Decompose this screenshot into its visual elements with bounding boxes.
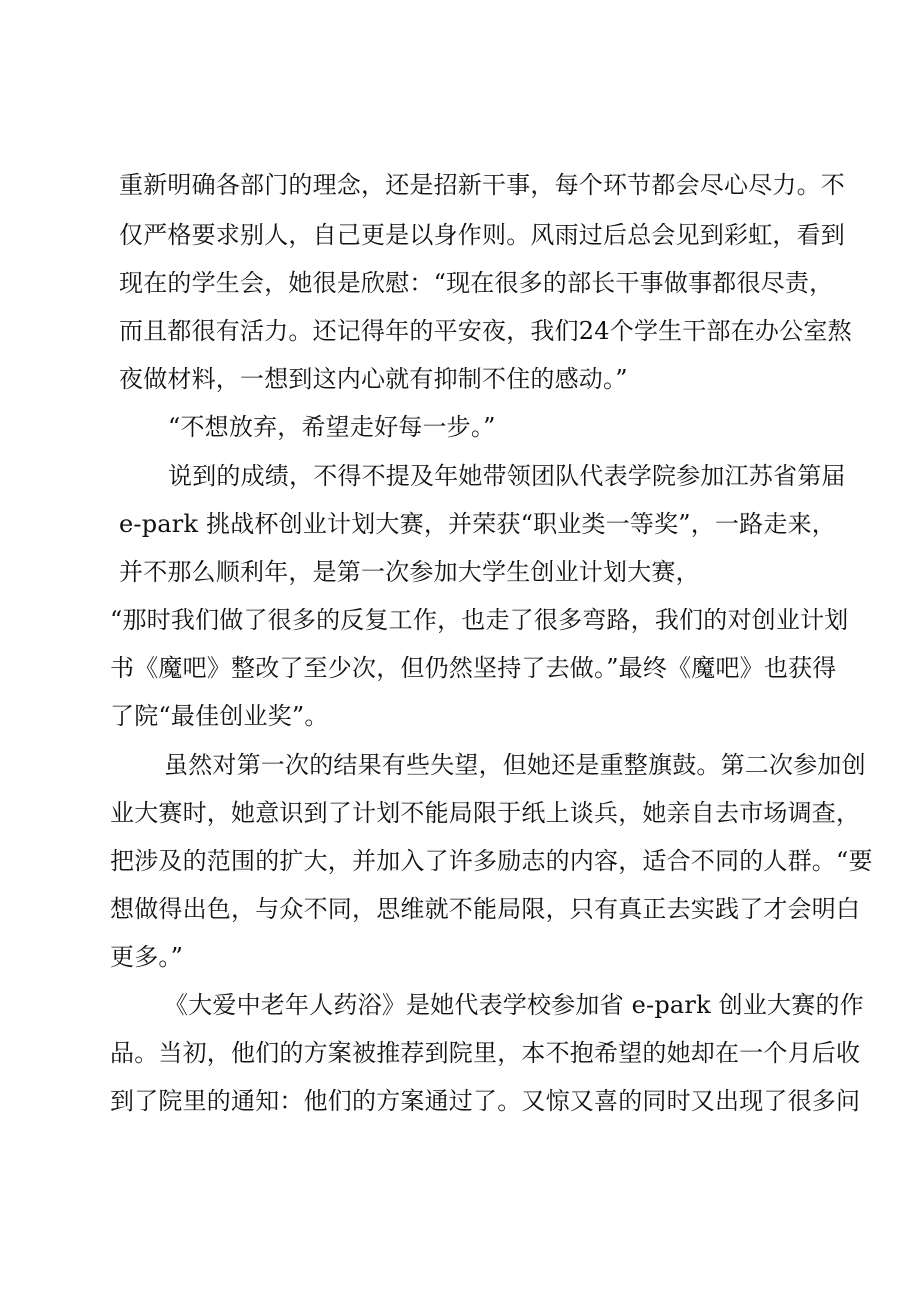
text-line: 品。当初，他们的方案被推荐到院里，本不抱希望的她却在一个月后收 xyxy=(110,1039,861,1067)
text-line: 了院“最佳创业奖”。 xyxy=(110,702,329,730)
text-line: 现在的学生会，她很是欣慰：“现在很多的部长干事做事都很尽责， xyxy=(119,269,834,297)
text-line: 夜做材料，一想到这内心就有抑制不住的感动。” xyxy=(119,365,628,393)
text-line: 说到的成绩，不得不提及年她带领团队代表学院参加江苏省第届 xyxy=(168,462,846,490)
text-line: 仅严格要求别人，自己更是以身作则。风雨过后总会见到彩虹，看到 xyxy=(119,221,845,249)
text-line: 想做得出色，与众不同，思维就不能局限，只有真正去实践了才会明白 xyxy=(110,895,861,923)
text-line: 把涉及的范围的扩大，并加入了许多励志的内容，适合不同的人群。“要 xyxy=(110,847,873,875)
text-line: 并不那么顺利年，是第一次参加大学生创业计划大赛， xyxy=(119,558,700,586)
text-line: 更多。” xyxy=(110,943,184,971)
text-line: 到了院里的通知：他们的方案通过了。又惊又喜的同时又出现了很多问 xyxy=(110,1087,861,1115)
text-line: 重新明确各部门的理念，还是招新干事，每个环节都会尽心尽力。不 xyxy=(119,171,845,199)
text-line: 《大爱中老年人药浴》是她代表学校参加省 e-park 创业大赛的作 xyxy=(164,991,864,1019)
text-line: 而且都很有活力。还记得年的平安夜，我们24个学生干部在办公室熬 xyxy=(119,317,852,345)
text-line: 虽然对第一次的结果有些失望，但她还是重整旗鼓。第二次参加创 xyxy=(164,751,866,779)
text-line: 书《魔吧》整改了至少次，但仍然坚持了去做。”最终《魔吧》也获得 xyxy=(110,654,837,682)
text-line: “那时我们做了很多的反复工作，也走了很多弯路，我们的对创业计划 xyxy=(110,606,849,634)
text-line: 业大赛时，她意识到了计划不能局限于纸上谈兵，她亲自去市场调查， xyxy=(110,799,861,827)
text-line: e-park 挑战杯创业计划大赛，并荣获“职业类一等奖”，一路走来， xyxy=(119,510,836,538)
text-line: “不想放弃，希望走好每一步。” xyxy=(168,413,496,441)
